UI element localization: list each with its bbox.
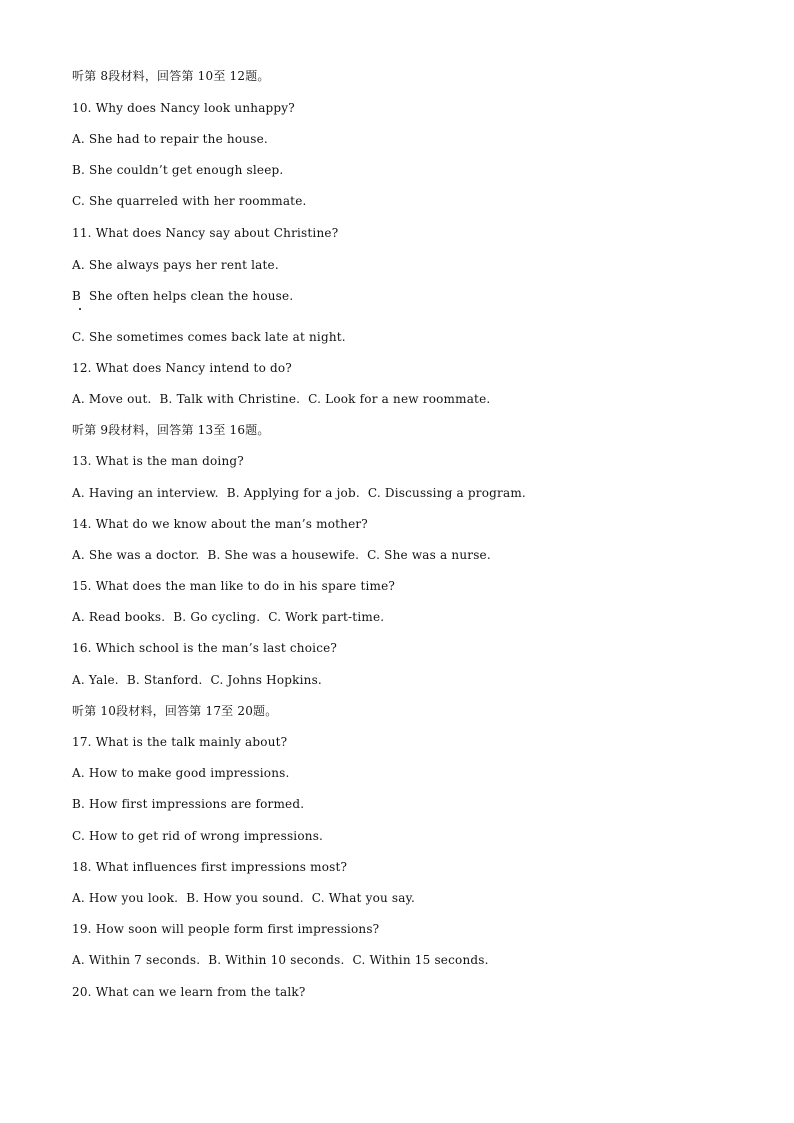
option-17-a: A. How to make good impressions. bbox=[72, 766, 290, 780]
question-18: 18. What influences first impressions most? bbox=[72, 860, 348, 874]
option-11-c: C. She sometimes comes back late at night. bbox=[72, 330, 346, 344]
question-13: 13. What is the man doing? bbox=[72, 454, 244, 468]
stray-mark bbox=[79, 308, 81, 310]
options-14: A. She was a doctor. B. She was a housewife. C. She was a nurse. bbox=[72, 548, 491, 562]
question-14: 14. What do we know about the man’s mother? bbox=[72, 517, 368, 531]
options-15: A. Read books. B. Go cycling. C. Work part-time. bbox=[72, 610, 385, 624]
option-10-a: A. She had to repair the house. bbox=[72, 132, 268, 146]
question-20: 20. What can we learn from the talk? bbox=[72, 985, 306, 999]
options-19: A. Within 7 seconds. B. Within 10 seconds. C. Within 15 seconds. bbox=[72, 953, 489, 967]
option-11-a: A. She always pays her rent late. bbox=[72, 258, 279, 272]
option-11-b: B She often helps clean the house. bbox=[72, 289, 294, 303]
options-16: A. Yale. B. Stanford. C. Johns Hopkins. bbox=[72, 673, 322, 687]
question-12: 12. What does Nancy intend to do? bbox=[72, 361, 292, 375]
section-heading-8: 听第 8段材料，回答第 10至 12题。 bbox=[72, 69, 270, 83]
question-16: 16. Which school is the man’s last choice? bbox=[72, 641, 338, 655]
section-heading-9: 听第 9段材料，回答第 13至 16题。 bbox=[72, 423, 270, 437]
question-19: 19. How soon will people form first impressions? bbox=[72, 922, 380, 936]
section-heading-10: 听第 10段材料，回答第 17至 20题。 bbox=[72, 704, 278, 718]
options-12: A. Move out. B. Talk with Christine. C. Look for a new roommate. bbox=[72, 392, 491, 406]
option-10-c: C. She quarreled with her roommate. bbox=[72, 194, 307, 208]
options-13: A. Having an interview. B. Applying for a job. C. Discussing a program. bbox=[72, 486, 526, 500]
option-17-b: B. How first impressions are formed. bbox=[72, 797, 305, 811]
options-18: A. How you look. B. How you sound. C. What you say. bbox=[72, 891, 416, 905]
option-17-c: C. How to get rid of wrong impressions. bbox=[72, 829, 324, 843]
option-10-b: B. She couldn’t get enough sleep. bbox=[72, 163, 284, 177]
question-10: 10. Why does Nancy look unhappy? bbox=[72, 101, 295, 115]
question-11: 11. What does Nancy say about Christine? bbox=[72, 226, 339, 240]
question-15: 15. What does the man like to do in his spare time? bbox=[72, 579, 396, 593]
question-17: 17. What is the talk mainly about? bbox=[72, 735, 288, 749]
